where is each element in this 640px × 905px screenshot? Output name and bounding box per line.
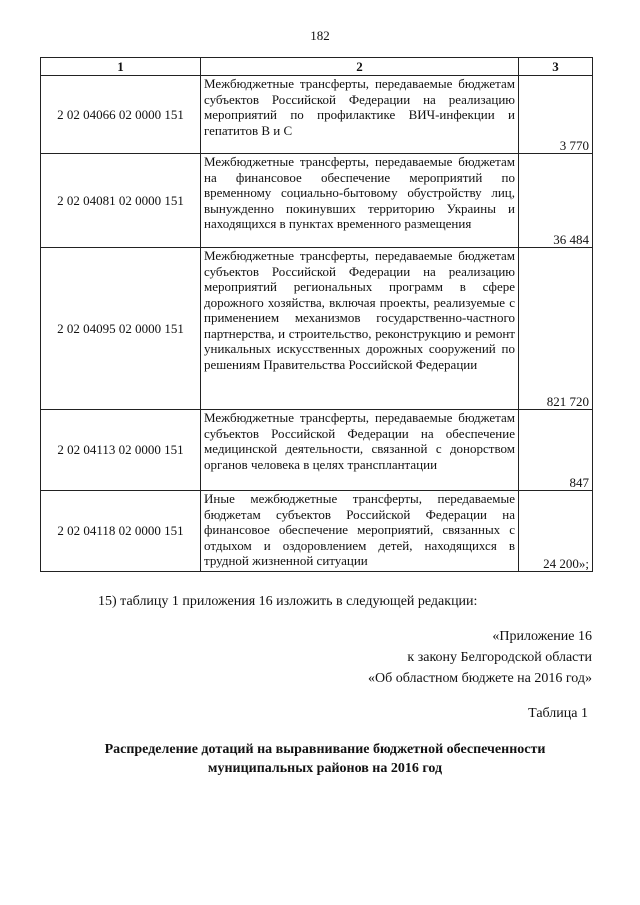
table-row bbox=[41, 410, 593, 491]
table-row bbox=[41, 491, 593, 572]
column-header-2: 2 bbox=[201, 58, 519, 76]
appendix-reference bbox=[368, 626, 592, 689]
classification-code: 2 02 04081 02 0000 151 bbox=[41, 154, 201, 248]
transfer-description: Иные межбюджетные трансферты, передаваемые бюджетам субъектов Российской Федерации на финансовое обеспечение мероприятий, связанных с отдыхом и оздоровлением детей, находящихся в трудной жизненной ситуации bbox=[201, 491, 519, 572]
transfer-description: Межбюджетные трансферты, передаваемые бюджетам субъектов Российской Федерации на обеспечение медицинской деятельности, связанной с донорством органов человека в целях трансплантации bbox=[201, 410, 519, 491]
table-row bbox=[41, 154, 593, 248]
transfer-description: Межбюджетные трансферты, передаваемые бюджетам на финансовое обеспечение мероприятий по временному социально-бытовому обустройству лиц, вынужденно покинувших территорию Украины и находящихся в пунктах временного размещения bbox=[201, 154, 519, 248]
budget-table bbox=[40, 57, 593, 572]
appendix-line: «Об областном бюджете на 2016 год» bbox=[368, 671, 592, 686]
table-row bbox=[41, 76, 593, 154]
amendment-instruction: 15) таблицу 1 приложения 16 изложить в следующей редакции: bbox=[98, 594, 478, 609]
appendix-line: «Приложение 16 bbox=[492, 629, 592, 644]
transfer-amount: 3 770 bbox=[519, 76, 593, 154]
classification-code: 2 02 04118 02 0000 151 bbox=[41, 491, 201, 572]
classification-code: 2 02 04095 02 0000 151 bbox=[41, 248, 201, 410]
title-line: Распределение дотаций на выравнивание бюджетной обеспеченности bbox=[104, 742, 546, 757]
document-title bbox=[60, 740, 590, 778]
column-header-3: 3 bbox=[519, 58, 593, 76]
title-line: муниципальных районов на 2016 год bbox=[207, 761, 443, 776]
appendix-line: к закону Белгородской области bbox=[407, 650, 592, 665]
table-row bbox=[41, 248, 593, 410]
transfer-description: Межбюджетные трансферты, передаваемые бюджетам субъектов Российской Федерации на реализацию мероприятий региональных программ в сфере дорожного хозяйства, включая проекты, реализуемые с применением механизмов государственно-частного партнерства, и строительство, реконструкцию и ремонт уникальных искусственных дорожных сооружений по решениям Правительства Российской Федерации bbox=[201, 248, 519, 410]
table-label: Таблица 1 bbox=[528, 706, 588, 721]
classification-code: 2 02 04066 02 0000 151 bbox=[41, 76, 201, 154]
page-number: 182 bbox=[310, 28, 330, 43]
table-header-row bbox=[41, 58, 593, 76]
classification-code: 2 02 04113 02 0000 151 bbox=[41, 410, 201, 491]
transfer-amount: 36 484 bbox=[519, 154, 593, 248]
transfer-amount: 821 720 bbox=[519, 248, 593, 410]
transfer-amount: 24 200»; bbox=[519, 491, 593, 572]
transfer-description: Межбюджетные трансферты, передаваемые бюджетам субъектов Российской Федерации на реализацию мероприятий по профилактике ВИЧ-инфекции и гепатитов В и С bbox=[201, 76, 519, 154]
column-header-1: 1 bbox=[41, 58, 201, 76]
transfer-amount: 847 bbox=[519, 410, 593, 491]
